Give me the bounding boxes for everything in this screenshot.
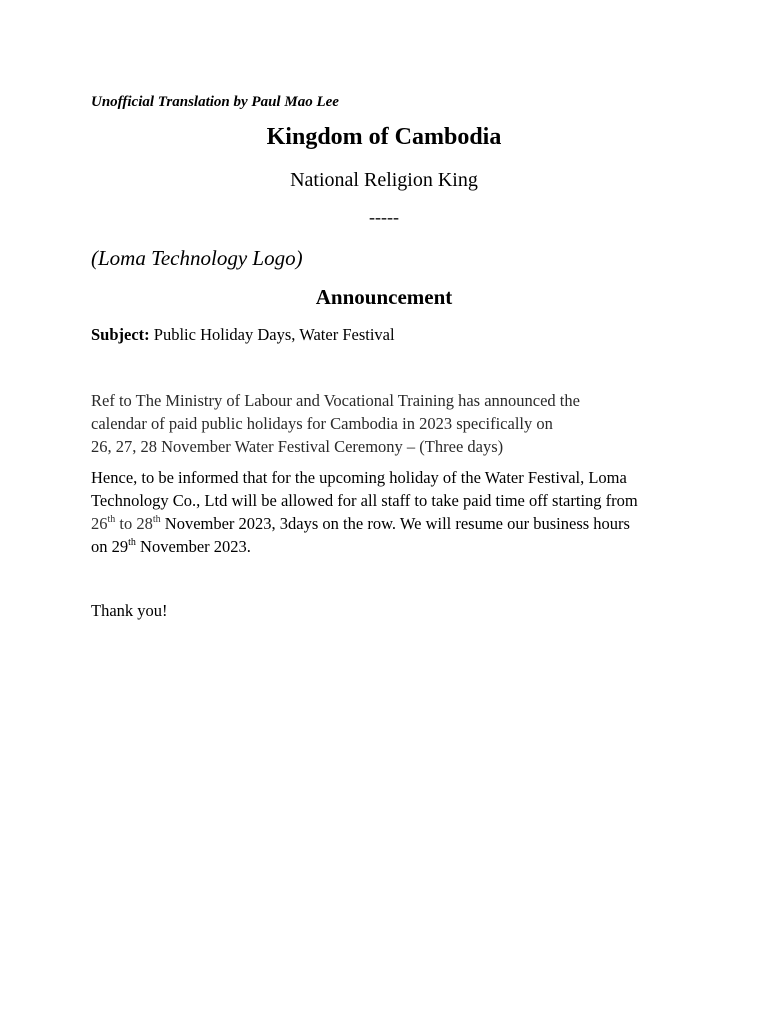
resume-rest: November 2023. bbox=[135, 537, 251, 556]
ordinal-suffix: th bbox=[107, 513, 116, 525]
subject-text: Public Holiday Days, Water Festival bbox=[153, 325, 395, 344]
ordinal-suffix: th bbox=[152, 513, 161, 525]
national-motto: National Religion King bbox=[290, 169, 478, 191]
paragraph-line: 26, 27, 28 November Water Festival Ceremony – (Three days) bbox=[91, 437, 504, 456]
subject-line bbox=[91, 325, 395, 345]
divider-dashes: ----- bbox=[369, 207, 399, 227]
closing-text: Thank you! bbox=[91, 601, 168, 620]
paragraph-line-resume bbox=[91, 535, 691, 558]
paragraph-line: Technology Co., Ltd will be allowed for all staff to take paid time off starting from bbox=[91, 491, 638, 510]
date-range-rest: November 2023, 3days on the row. We will resume our business hours bbox=[160, 514, 630, 533]
paragraph-line: Hence, to be informed that for the upcoming holiday of the Water Festival, Loma bbox=[91, 468, 627, 487]
paragraph-line: calendar of paid public holidays for Cambodia in 2023 specifically on bbox=[91, 414, 553, 433]
subject-label: Subject: bbox=[91, 325, 150, 344]
date-start: 26 bbox=[91, 514, 108, 533]
kingdom-heading: Kingdom of Cambodia bbox=[266, 124, 502, 150]
translator-note: Unofficial Translation by Paul Mao Lee bbox=[91, 94, 339, 110]
announcement-title: Announcement bbox=[315, 285, 453, 309]
ordinal-suffix: th bbox=[128, 536, 136, 548]
paragraph-line-dates bbox=[91, 512, 691, 535]
logo-placeholder-text: (Loma Technology Logo) bbox=[91, 246, 303, 270]
resume-text: on 29 bbox=[91, 537, 129, 556]
date-range-text: to 28 bbox=[115, 514, 153, 533]
paragraph-notice bbox=[91, 466, 691, 558]
paragraph-line: Ref to The Ministry of Labour and Vocational Training has announced the bbox=[91, 391, 580, 410]
paragraph-reference bbox=[91, 389, 691, 458]
